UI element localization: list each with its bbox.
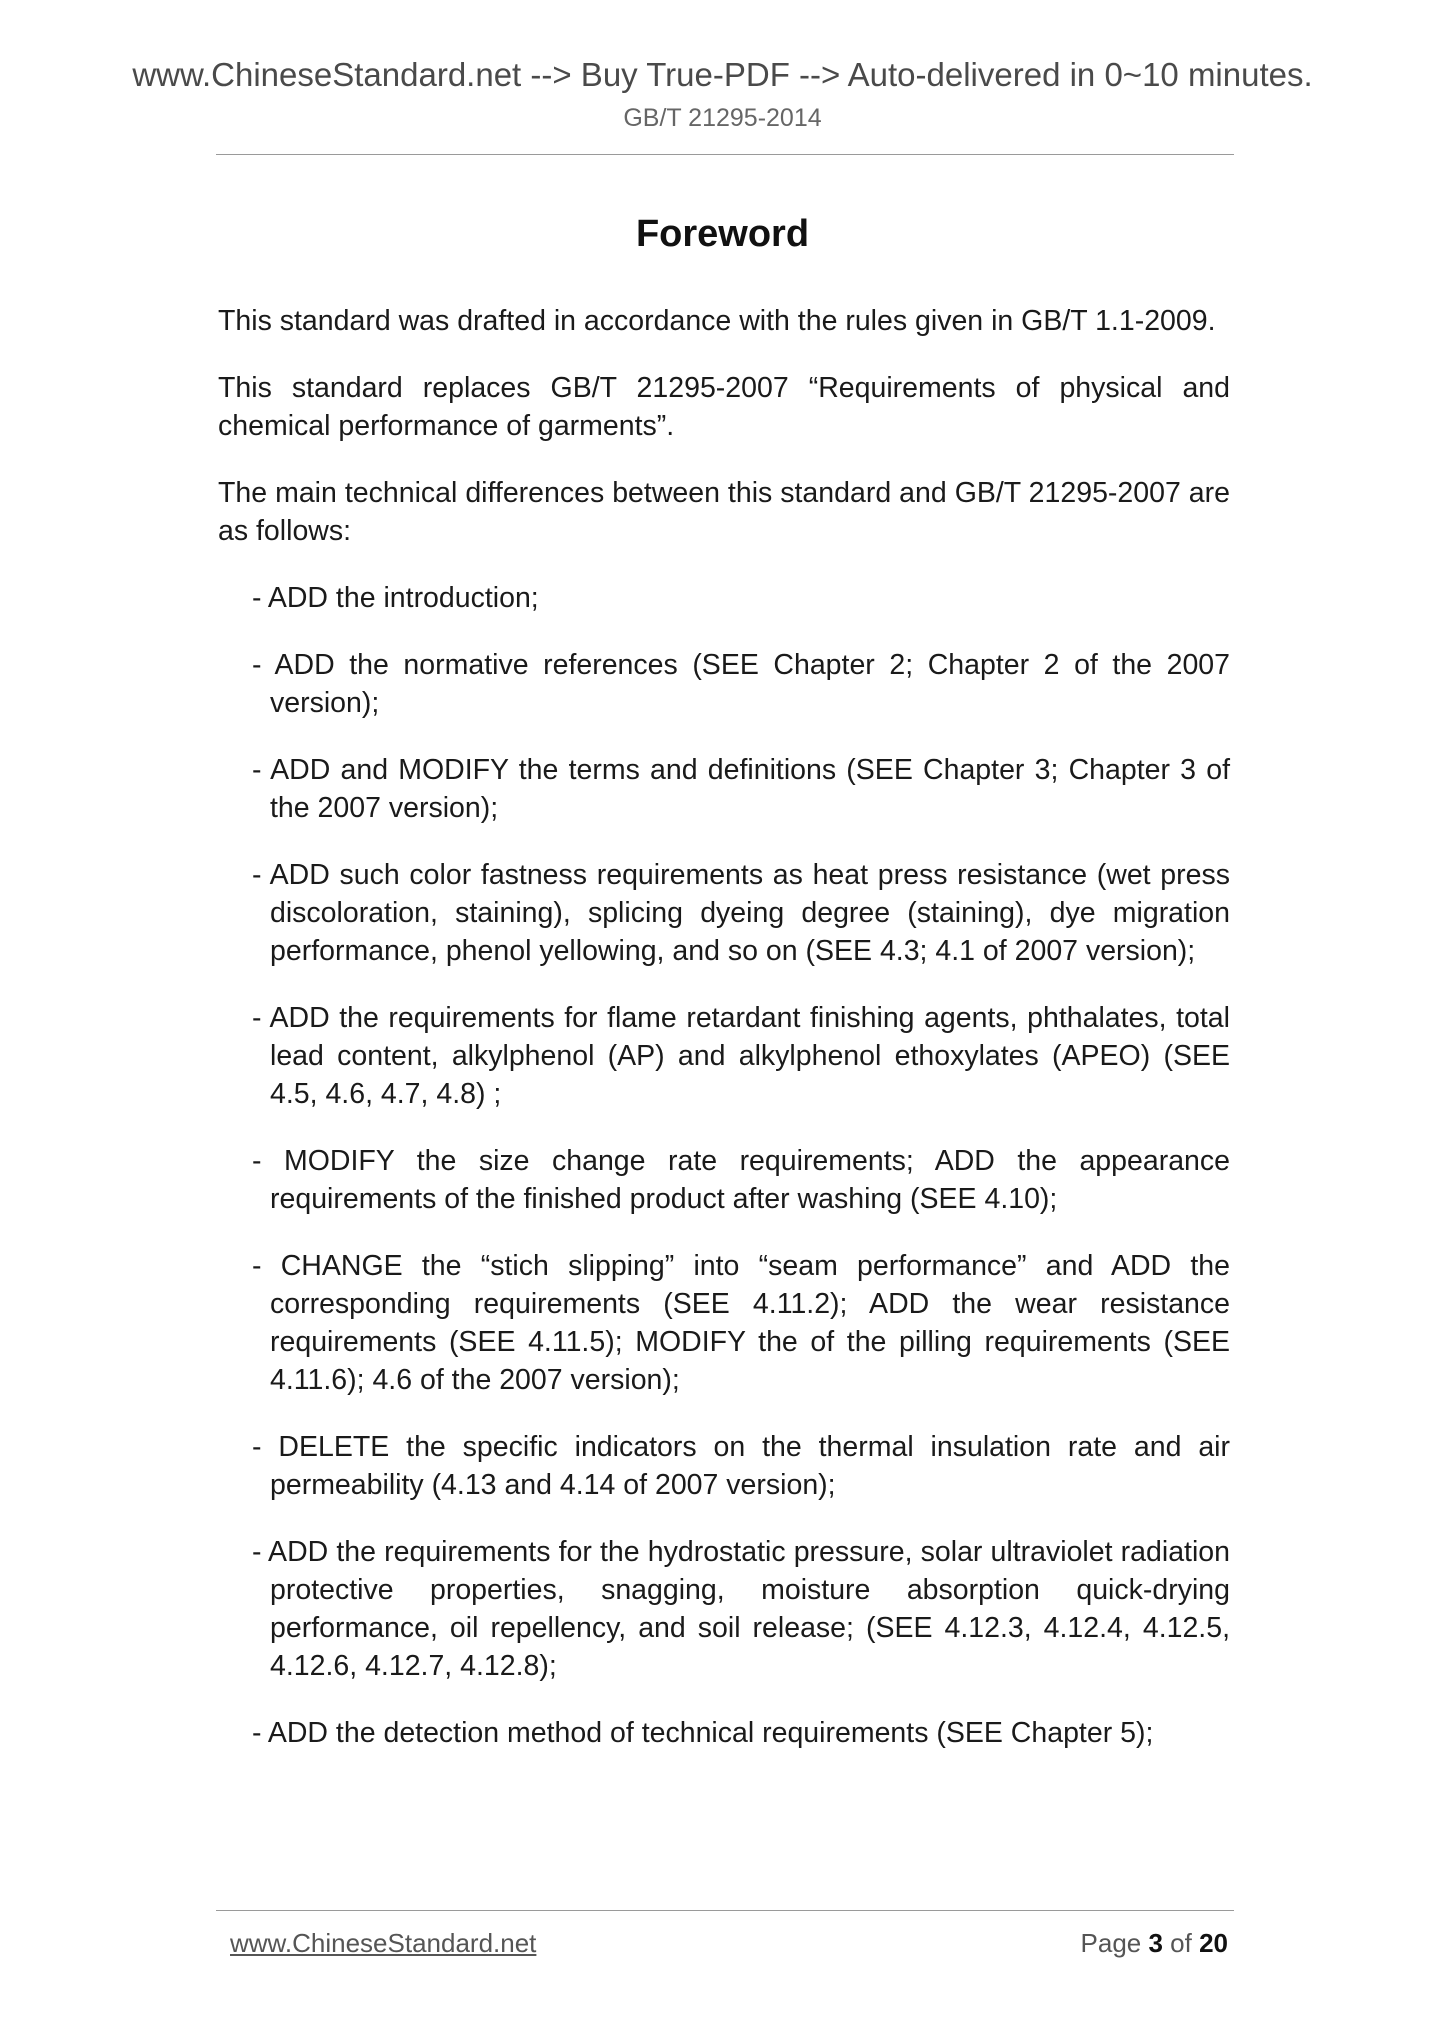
header-banner: www.ChineseStandard.net --> Buy True-PDF --> Auto-delivered in 0~10 minutes. xyxy=(132,56,1313,93)
list-item: - ADD the requirements for flame retardant finishing agents, phthalates, total lead content, alkylphenol (AP) and alkylphenol ethoxylates (APEO) (SEE 4.5, 4.6, 4.7, 4.8) ; xyxy=(252,1002,1230,1110)
page-title: Foreword xyxy=(635,213,810,255)
paragraph-drafting-rules: This standard was drafted in accordance with the rules given in GB/T 1.1-2009. xyxy=(218,305,1216,337)
list-item: - DELETE the specific indicators on the thermal insulation rate and air permeability (4.13 and 4.14 of 2007 version); xyxy=(252,1431,1230,1501)
paragraph-differences-intro: The main technical differences between this standard and GB/T 21295-2007 are as follows: xyxy=(218,477,1230,547)
list-item: - MODIFY the size change rate requirements; ADD the appearance requirements of the finished product after washing (SEE 4.10); xyxy=(252,1145,1230,1215)
list-item: - ADD and MODIFY the terms and definitions (SEE Chapter 3; Chapter 3 of the 2007 version); xyxy=(252,754,1230,824)
header-divider xyxy=(216,154,1234,155)
list-item: - ADD the requirements for the hydrostatic pressure, solar ultraviolet radiation protective properties, snagging, moisture absorption quick-drying performance, oil repellency, and soil release; (SEE 4.12.3, 4.12.4, 4.12.5, 4.12.6, 4.12.7, 4.12.8); xyxy=(252,1536,1230,1682)
list-item: - CHANGE the “stich slipping” into “seam performance” and ADD the corresponding requirements (SEE 4.11.2); ADD the wear resistance requirements (SEE 4.11.5); MODIFY the of the pilling requirements (SEE 4.11.6); 4.6 of the 2007 version); xyxy=(252,1250,1230,1396)
list-item: - ADD the normative references (SEE Chapter 2; Chapter 2 of the 2007 version); xyxy=(252,649,1230,719)
document-body xyxy=(218,302,1230,1781)
standard-code: GB/T 21295-2014 xyxy=(623,104,822,132)
list-item: - ADD the detection method of technical requirements (SEE Chapter 5); xyxy=(252,1717,1154,1749)
footer-website-link[interactable]: www.ChineseStandard.net xyxy=(230,1928,537,1958)
footer-divider xyxy=(216,1910,1234,1911)
page-total: 20 xyxy=(1199,1928,1228,1958)
paragraph-replaces: This standard replaces GB/T 21295-2007 “Requirements of physical and chemical performance of garments”. xyxy=(218,372,1230,442)
list-item: - ADD the introduction; xyxy=(252,582,539,614)
page-current: 3 xyxy=(1148,1928,1163,1958)
page-of: of xyxy=(1162,1928,1200,1958)
differences-list xyxy=(218,579,1230,1752)
page-prefix: Page xyxy=(1080,1928,1149,1958)
page-number xyxy=(1081,1928,1228,1959)
list-item: - ADD such color fastness requirements as heat press resistance (wet press discoloration, staining), splicing dyeing degree (staining), dye migration performance, phenol yellowing, and so on (SEE 4.3; 4.1 of 2007 version); xyxy=(252,859,1230,967)
